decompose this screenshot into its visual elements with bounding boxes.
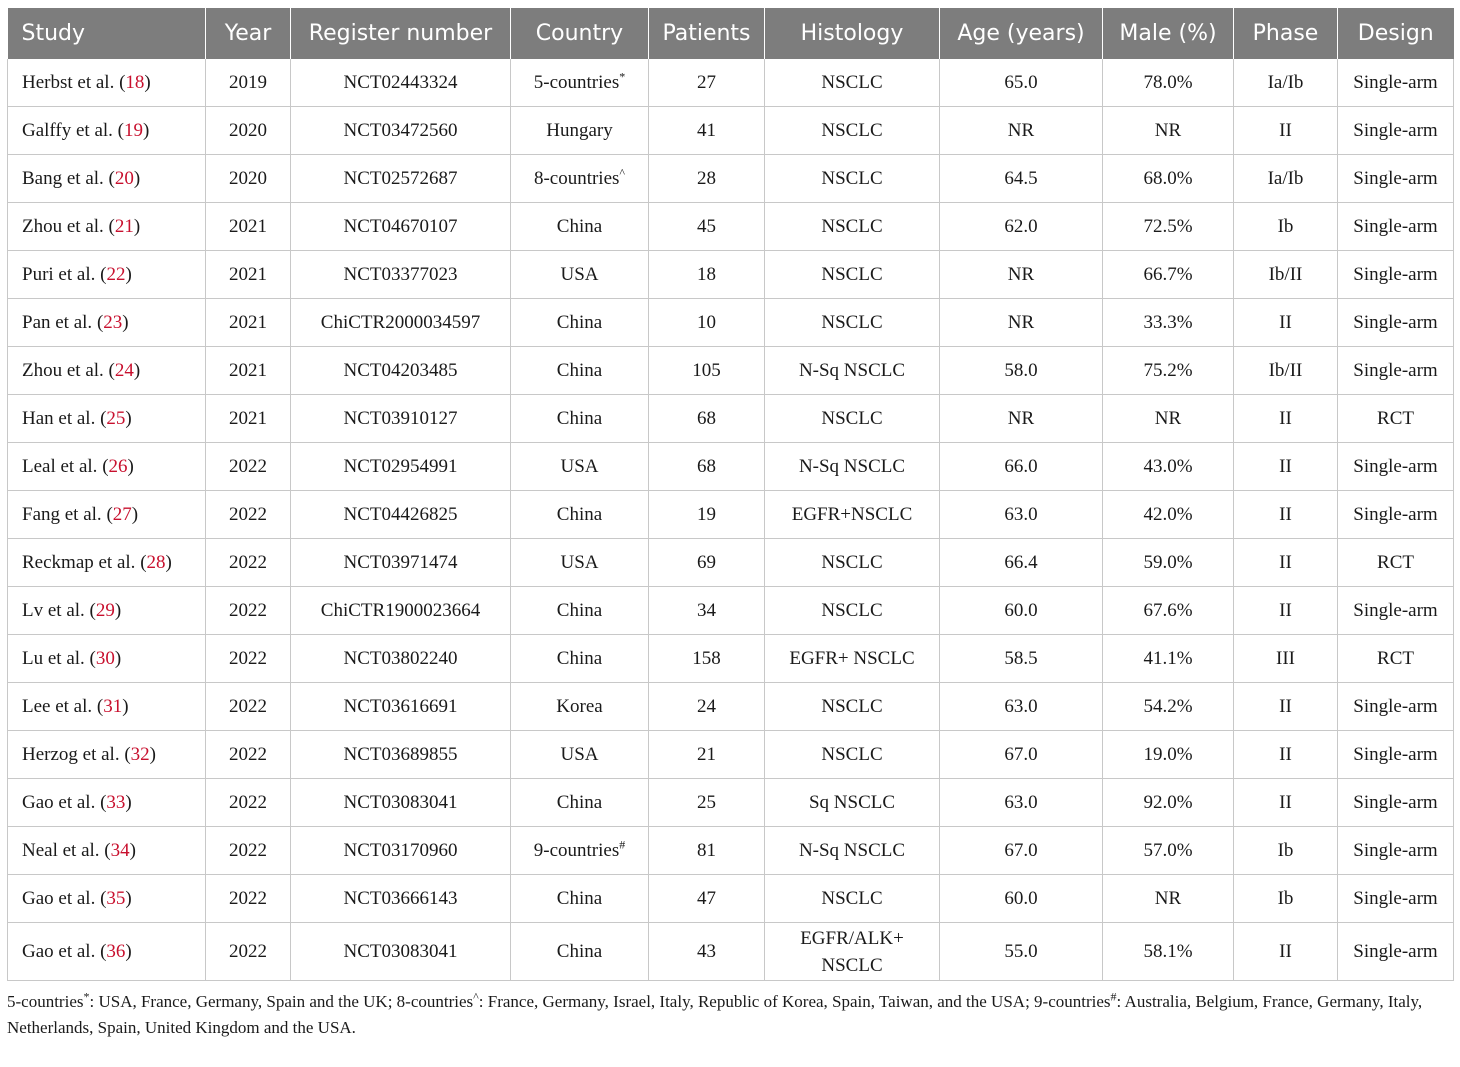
- table-row: [8, 635, 1454, 683]
- cell-country: [511, 827, 649, 875]
- cell-year: 2022: [206, 587, 291, 635]
- cell-male-percent: 92.0%: [1103, 779, 1234, 827]
- cell-year: 2020: [206, 107, 291, 155]
- country-name: China: [556, 503, 603, 525]
- cell-patients: 105: [649, 347, 765, 395]
- column-header: Design: [1338, 8, 1454, 59]
- cell-register-number: NCT04426825: [291, 491, 511, 539]
- cell-male-percent: 41.1%: [1103, 635, 1234, 683]
- cell-year: 2022: [206, 539, 291, 587]
- column-header: Phase: [1234, 8, 1338, 59]
- cell-study: Lee et al. (31): [8, 683, 206, 731]
- cell-year: 2022: [206, 491, 291, 539]
- country-footnote-mark: #: [619, 837, 626, 852]
- cell-patients: 158: [649, 635, 765, 683]
- cell-design: Single-arm: [1338, 491, 1454, 539]
- cell-patients: 34: [649, 587, 765, 635]
- cell-country: [511, 923, 649, 981]
- cell-register-number: NCT02572687: [291, 155, 511, 203]
- cell-patients: 69: [649, 539, 765, 587]
- reference-link[interactable]: 34: [110, 839, 130, 861]
- country-name: 8-countries: [533, 167, 620, 189]
- study-author: Han et al.: [22, 407, 96, 429]
- study-author: Gao et al.: [22, 887, 96, 909]
- cell-male-percent: 66.7%: [1103, 251, 1234, 299]
- table-row: [8, 491, 1454, 539]
- cell-phase: II: [1234, 443, 1338, 491]
- study-author: Lu et al.: [22, 647, 85, 669]
- cell-patients: 81: [649, 827, 765, 875]
- cell-year: 2021: [206, 203, 291, 251]
- reference-link[interactable]: 19: [124, 119, 143, 141]
- cell-design: RCT: [1338, 539, 1454, 587]
- cell-male-percent: 58.1%: [1103, 923, 1234, 981]
- cell-design: Single-arm: [1338, 299, 1454, 347]
- cell-phase: Ib: [1234, 203, 1338, 251]
- cell-phase: II: [1234, 779, 1338, 827]
- cell-study: Reckmap et al. (28): [8, 539, 206, 587]
- cell-year: 2019: [206, 59, 291, 107]
- study-author: Leal et al.: [22, 455, 98, 477]
- cell-phase: II: [1234, 587, 1338, 635]
- cell-country: [511, 875, 649, 923]
- country-footnote-mark: *: [619, 69, 626, 84]
- table-row: [8, 203, 1454, 251]
- country-name: 9-countries: [533, 839, 620, 861]
- cell-age: 67.0: [940, 827, 1103, 875]
- cell-age: NR: [940, 299, 1103, 347]
- reference-link[interactable]: 27: [112, 503, 132, 525]
- cell-patients: 43: [649, 923, 765, 981]
- cell-histology: NSCLC: [765, 299, 940, 347]
- cell-phase: II: [1234, 107, 1338, 155]
- cell-male-percent: 42.0%: [1103, 491, 1234, 539]
- cell-country: [511, 203, 649, 251]
- table-row: [8, 731, 1454, 779]
- cell-male-percent: 68.0%: [1103, 155, 1234, 203]
- cell-age: 64.5: [940, 155, 1103, 203]
- cell-design: Single-arm: [1338, 779, 1454, 827]
- cell-age: NR: [940, 251, 1103, 299]
- cell-phase: Ia/Ib: [1234, 155, 1338, 203]
- reference-link[interactable]: 21: [114, 215, 134, 237]
- cell-study: Leal et al. (26): [8, 443, 206, 491]
- cell-histology: N-Sq NSCLC: [765, 443, 940, 491]
- cell-year: 2022: [206, 683, 291, 731]
- cell-design: Single-arm: [1338, 203, 1454, 251]
- cell-phase: II: [1234, 731, 1338, 779]
- country-name: USA: [560, 455, 599, 477]
- cell-histology: NSCLC: [765, 395, 940, 443]
- cell-year: 2022: [206, 875, 291, 923]
- cell-phase: Ib: [1234, 875, 1338, 923]
- reference-link[interactable]: 29: [95, 599, 115, 621]
- cell-histology: NSCLC: [765, 539, 940, 587]
- table-row: [8, 155, 1454, 203]
- cell-country: [511, 635, 649, 683]
- cell-design: Single-arm: [1338, 107, 1454, 155]
- cell-country: [511, 251, 649, 299]
- cell-year: 2021: [206, 299, 291, 347]
- reference-link[interactable]: 28: [146, 551, 166, 573]
- country-footnote-mark: ^: [619, 165, 626, 180]
- cell-patients: 10: [649, 299, 765, 347]
- reference-link[interactable]: 35: [106, 887, 126, 909]
- cell-age: 55.0: [940, 923, 1103, 981]
- cell-histology: NSCLC: [765, 683, 940, 731]
- cell-design: Single-arm: [1338, 251, 1454, 299]
- cell-histology: NSCLC: [765, 251, 940, 299]
- cell-phase: III: [1234, 635, 1338, 683]
- column-header: Patients: [649, 8, 765, 59]
- country-name: China: [556, 407, 603, 429]
- cell-phase: II: [1234, 923, 1338, 981]
- study-author: Lv et al.: [22, 599, 85, 621]
- reference-link[interactable]: 20: [114, 167, 134, 189]
- study-author: Neal et al.: [22, 839, 100, 861]
- table-row: [8, 683, 1454, 731]
- cell-phase: II: [1234, 395, 1338, 443]
- country-name: China: [556, 215, 603, 237]
- table-row: [8, 59, 1454, 107]
- cell-study: Herbst et al. (18): [8, 59, 206, 107]
- reference-link[interactable]: 31: [103, 695, 123, 717]
- cell-phase: Ia/Ib: [1234, 59, 1338, 107]
- cell-histology: NSCLC: [765, 731, 940, 779]
- cell-country: [511, 491, 649, 539]
- country-name: China: [556, 941, 603, 962]
- cell-study: Pan et al. (23): [8, 299, 206, 347]
- cell-histology: NSCLC: [765, 587, 940, 635]
- cell-study: Gao et al. (35): [8, 875, 206, 923]
- cell-study: Galffy et al. (19): [8, 107, 206, 155]
- cell-study: Gao et al. (36): [8, 923, 206, 981]
- cell-study: Lv et al. (29): [8, 587, 206, 635]
- study-author: Gao et al.: [22, 941, 96, 962]
- cell-year: 2021: [206, 347, 291, 395]
- study-author: Fang et al.: [22, 503, 102, 525]
- study-author: Herbst et al.: [22, 71, 115, 93]
- cell-register-number: NCT03910127: [291, 395, 511, 443]
- cell-country: [511, 443, 649, 491]
- cell-year: 2022: [206, 443, 291, 491]
- study-author: Galffy et al.: [22, 119, 113, 141]
- cell-design: Single-arm: [1338, 731, 1454, 779]
- cell-phase: II: [1234, 683, 1338, 731]
- table-row: [8, 443, 1454, 491]
- cell-patients: 28: [649, 155, 765, 203]
- cell-patients: 68: [649, 443, 765, 491]
- cell-histology: EGFR/ALK+ NSCLC: [765, 923, 940, 981]
- cell-design: Single-arm: [1338, 443, 1454, 491]
- cell-year: 2022: [206, 731, 291, 779]
- cell-design: RCT: [1338, 395, 1454, 443]
- cell-phase: II: [1234, 539, 1338, 587]
- cell-register-number: NCT03083041: [291, 923, 511, 981]
- cell-patients: 24: [649, 683, 765, 731]
- cell-study: Zhou et al. (24): [8, 347, 206, 395]
- column-header: Male (%): [1103, 8, 1234, 59]
- cell-register-number: NCT03170960: [291, 827, 511, 875]
- cell-register-number: NCT03377023: [291, 251, 511, 299]
- cell-histology: NSCLC: [765, 875, 940, 923]
- cell-age: 63.0: [940, 683, 1103, 731]
- cell-register-number: ChiCTR1900023664: [291, 587, 511, 635]
- footnote-mark: ^: [473, 989, 479, 1004]
- cell-study: Han et al. (25): [8, 395, 206, 443]
- cell-histology: NSCLC: [765, 59, 940, 107]
- cell-phase: Ib/II: [1234, 251, 1338, 299]
- column-header: Register number: [291, 8, 511, 59]
- reference-link[interactable]: 23: [103, 311, 123, 333]
- footnote-mark: #: [1110, 989, 1117, 1004]
- header-row: [8, 8, 1454, 59]
- cell-register-number: NCT03083041: [291, 779, 511, 827]
- reference-link[interactable]: 36: [106, 941, 126, 962]
- cell-country: [511, 107, 649, 155]
- cell-age: 60.0: [940, 875, 1103, 923]
- study-author: Zhou et al.: [22, 359, 104, 381]
- cell-country: [511, 395, 649, 443]
- cell-register-number: NCT02954991: [291, 443, 511, 491]
- cell-histology: NSCLC: [765, 155, 940, 203]
- cell-study: Herzog et al. (32): [8, 731, 206, 779]
- cell-male-percent: 33.3%: [1103, 299, 1234, 347]
- reference-link[interactable]: 25: [106, 407, 126, 429]
- footnote-text: : France, Germany, Israel, Italy, Republic of Korea, Spain, Taiwan, and the USA; 9-countries: [478, 992, 1111, 1011]
- table-container: [7, 8, 1453, 1041]
- cell-patients: 21: [649, 731, 765, 779]
- cell-male-percent: 57.0%: [1103, 827, 1234, 875]
- cell-age: NR: [940, 395, 1103, 443]
- country-name: China: [556, 887, 603, 909]
- cell-male-percent: 54.2%: [1103, 683, 1234, 731]
- cell-male-percent: 67.6%: [1103, 587, 1234, 635]
- country-name: China: [556, 311, 603, 333]
- cell-age: 67.0: [940, 731, 1103, 779]
- cell-male-percent: 72.5%: [1103, 203, 1234, 251]
- country-name: China: [556, 791, 603, 813]
- reference-link[interactable]: 24: [114, 359, 134, 381]
- cell-register-number: ChiCTR2000034597: [291, 299, 511, 347]
- cell-country: [511, 731, 649, 779]
- cell-year: 2022: [206, 923, 291, 981]
- study-author: Lee et al.: [22, 695, 93, 717]
- cell-register-number: NCT03689855: [291, 731, 511, 779]
- cell-histology: EGFR+NSCLC: [765, 491, 940, 539]
- cell-design: Single-arm: [1338, 923, 1454, 981]
- cell-phase: Ib: [1234, 827, 1338, 875]
- cell-year: 2022: [206, 827, 291, 875]
- cell-register-number: NCT04203485: [291, 347, 511, 395]
- cell-male-percent: NR: [1103, 395, 1234, 443]
- cell-country: [511, 587, 649, 635]
- cell-design: Single-arm: [1338, 875, 1454, 923]
- country-name: China: [556, 359, 603, 381]
- cell-phase: II: [1234, 299, 1338, 347]
- cell-histology: N-Sq NSCLC: [765, 827, 940, 875]
- study-author: Herzog et al.: [22, 743, 120, 765]
- cell-age: 62.0: [940, 203, 1103, 251]
- study-author: Bang et al.: [22, 167, 104, 189]
- cell-histology: N-Sq NSCLC: [765, 347, 940, 395]
- country-name: Korea: [556, 695, 603, 717]
- country-name: China: [556, 647, 603, 669]
- footnote-text: : USA, France, Germany, Spain and the UK; 8-countries: [89, 992, 474, 1011]
- cell-country: [511, 299, 649, 347]
- cell-histology: EGFR+ NSCLC: [765, 635, 940, 683]
- cell-age: 65.0: [940, 59, 1103, 107]
- cell-study: Fang et al. (27): [8, 491, 206, 539]
- cell-country: [511, 539, 649, 587]
- study-author: Reckmap et al.: [22, 551, 136, 573]
- cell-study: Neal et al. (34): [8, 827, 206, 875]
- cell-country: [511, 155, 649, 203]
- cell-age: 60.0: [940, 587, 1103, 635]
- cell-patients: 25: [649, 779, 765, 827]
- cell-study: Gao et al. (33): [8, 779, 206, 827]
- reference-link[interactable]: 30: [95, 647, 115, 669]
- cell-register-number: NCT04670107: [291, 203, 511, 251]
- table-row: [8, 539, 1454, 587]
- cell-country: [511, 779, 649, 827]
- cell-phase: II: [1234, 491, 1338, 539]
- cell-study: Bang et al. (20): [8, 155, 206, 203]
- footnote-text: : Australia, Belgium, France, Germany, Italy, Netherlands, Spain, United Kingdom and the USA.: [7, 992, 1423, 1037]
- cell-register-number: NCT03472560: [291, 107, 511, 155]
- cell-year: 2022: [206, 779, 291, 827]
- column-header: Histology: [765, 8, 940, 59]
- table-row: [8, 779, 1454, 827]
- country-name: 5-countries: [533, 71, 620, 93]
- cell-patients: 27: [649, 59, 765, 107]
- country-name: China: [556, 599, 603, 621]
- footnote-mark: *: [83, 989, 90, 1004]
- cell-patients: 18: [649, 251, 765, 299]
- study-author: Puri et al.: [22, 263, 96, 285]
- column-header: Study: [8, 8, 206, 59]
- reference-link[interactable]: 33: [106, 791, 126, 813]
- cell-patients: 19: [649, 491, 765, 539]
- column-header: Country: [511, 8, 649, 59]
- cell-age: NR: [940, 107, 1103, 155]
- cell-study: Puri et al. (22): [8, 251, 206, 299]
- cell-country: [511, 683, 649, 731]
- reference-link[interactable]: 32: [130, 743, 150, 765]
- cell-design: Single-arm: [1338, 587, 1454, 635]
- cell-patients: 68: [649, 395, 765, 443]
- cell-male-percent: 78.0%: [1103, 59, 1234, 107]
- table-row: [8, 587, 1454, 635]
- table-row: [8, 923, 1454, 981]
- cell-histology: NSCLC: [765, 107, 940, 155]
- table-row: [8, 251, 1454, 299]
- cell-age: 63.0: [940, 491, 1103, 539]
- cell-age: 58.0: [940, 347, 1103, 395]
- country-name: USA: [560, 551, 599, 573]
- study-author: Pan et al.: [22, 311, 93, 333]
- cell-year: 2021: [206, 395, 291, 443]
- study-author: Gao et al.: [22, 791, 96, 813]
- cell-patients: 41: [649, 107, 765, 155]
- cell-register-number: NCT03616691: [291, 683, 511, 731]
- table-row: [8, 347, 1454, 395]
- cell-design: Single-arm: [1338, 827, 1454, 875]
- cell-year: 2020: [206, 155, 291, 203]
- reference-link[interactable]: 18: [125, 71, 145, 93]
- cell-register-number: NCT03971474: [291, 539, 511, 587]
- cell-year: 2022: [206, 635, 291, 683]
- cell-register-number: NCT03802240: [291, 635, 511, 683]
- cell-male-percent: 19.0%: [1103, 731, 1234, 779]
- country-name: Hungary: [546, 119, 613, 141]
- cell-histology: Sq NSCLC: [765, 779, 940, 827]
- cell-phase: Ib/II: [1234, 347, 1338, 395]
- cell-design: Single-arm: [1338, 59, 1454, 107]
- reference-link[interactable]: 26: [108, 455, 128, 477]
- cell-design: Single-arm: [1338, 683, 1454, 731]
- study-author: Zhou et al.: [22, 215, 104, 237]
- table-footnote: [7, 989, 1453, 1041]
- table-row: [8, 827, 1454, 875]
- cell-register-number: NCT02443324: [291, 59, 511, 107]
- cell-age: 66.4: [940, 539, 1103, 587]
- cell-male-percent: 75.2%: [1103, 347, 1234, 395]
- cell-register-number: NCT03666143: [291, 875, 511, 923]
- cell-patients: 45: [649, 203, 765, 251]
- table-body: [8, 59, 1454, 981]
- cell-design: Single-arm: [1338, 347, 1454, 395]
- table-row: [8, 107, 1454, 155]
- cell-year: 2021: [206, 251, 291, 299]
- cell-male-percent: 43.0%: [1103, 443, 1234, 491]
- cell-age: 63.0: [940, 779, 1103, 827]
- cell-country: [511, 59, 649, 107]
- cell-male-percent: 59.0%: [1103, 539, 1234, 587]
- cell-patients: 47: [649, 875, 765, 923]
- cell-age: 66.0: [940, 443, 1103, 491]
- cell-country: [511, 347, 649, 395]
- table-row: [8, 875, 1454, 923]
- cell-male-percent: NR: [1103, 107, 1234, 155]
- cell-histology: NSCLC: [765, 203, 940, 251]
- cell-age: 58.5: [940, 635, 1103, 683]
- country-name: USA: [560, 263, 599, 285]
- column-header: Age (years): [940, 8, 1103, 59]
- table-row: [8, 299, 1454, 347]
- cell-study: Zhou et al. (21): [8, 203, 206, 251]
- cell-design: Single-arm: [1338, 155, 1454, 203]
- studies-table: [7, 8, 1454, 981]
- footnote-text: 5-countries: [7, 992, 84, 1011]
- cell-study: Lu et al. (30): [8, 635, 206, 683]
- cell-male-percent: NR: [1103, 875, 1234, 923]
- column-header: Year: [206, 8, 291, 59]
- cell-design: RCT: [1338, 635, 1454, 683]
- table-row: [8, 395, 1454, 443]
- country-name: USA: [560, 743, 599, 765]
- reference-link[interactable]: 22: [106, 263, 126, 285]
